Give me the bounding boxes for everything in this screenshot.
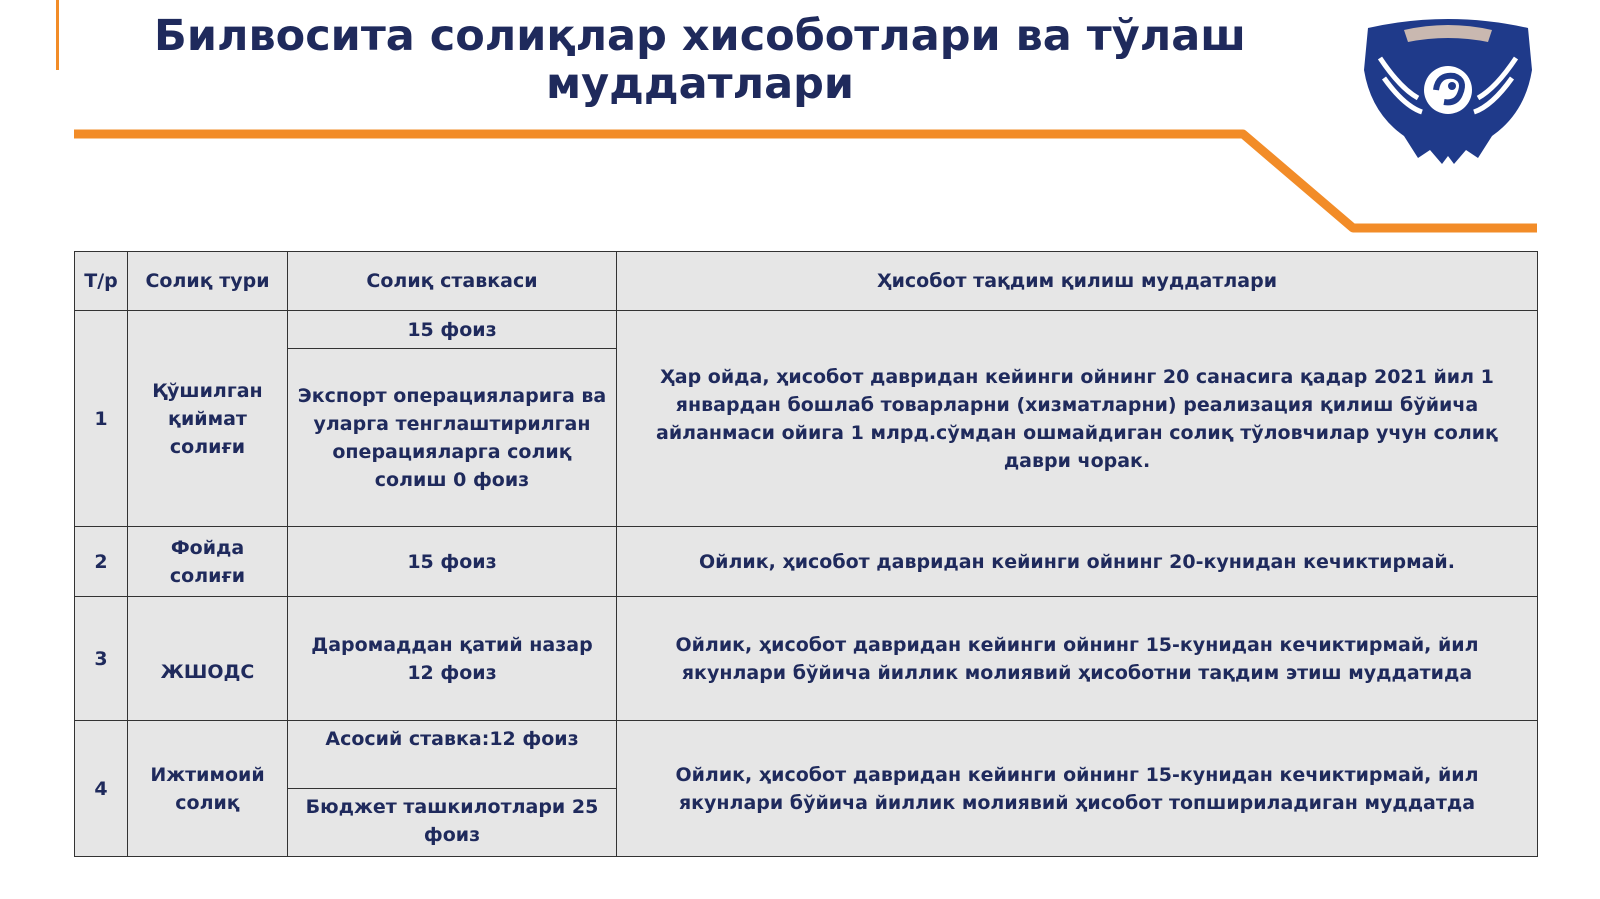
header-tax-rate: Солиқ ставкаси (288, 252, 617, 311)
row-number: 4 (75, 721, 128, 857)
tax-table (74, 251, 1538, 857)
table-row (75, 721, 1538, 789)
header-number: Т/р (75, 252, 128, 311)
header-tax-type: Солиқ тури (128, 252, 288, 311)
report-deadline: Ойлик, ҳисобот давридан кейинги ойнинг 15-кунидан кечиктирмай, йил якунлари бўйича йиллик молиявий ҳисоботни тақдим этиш муддатида (617, 597, 1538, 721)
tax-rate: Бюджет ташкилотлари 25 фоиз (288, 789, 617, 857)
table-row (75, 311, 1538, 349)
slide-title-line-2: муддатлари (546, 59, 854, 109)
tax-type: Қўшилган қиймат солиғи (128, 311, 288, 527)
row-number: 2 (75, 527, 128, 597)
table-row (75, 527, 1538, 597)
row-number: 1 (75, 311, 128, 527)
tax-rate: Даромаддан қатий назар 12 фоиз (288, 597, 617, 721)
report-deadline: Ҳар ойда, ҳисобот давридан кейинги ойнинг 20 санасига қадар 2021 йил 1 январдан бошлаб товарларни (хизматларни) реализация қилиш бўйича айланмаси ойига 1 млрд.сўмдан ошмайдиган солиқ тўловчилар учун солиқ даври чорак. (617, 311, 1538, 527)
tax-type: Ижтимоий солиқ (128, 721, 288, 857)
eagle-emblem-icon (1360, 18, 1536, 168)
header-deadline: Ҳисобот тақдим қилиш муддатлари (617, 252, 1538, 311)
tax-type: ЖШОДС (128, 597, 288, 721)
row-number: 3 (75, 597, 128, 721)
report-deadline: Ойлик, ҳисобот давридан кейинги ойнинг 15-кунидан кечиктирмай, йил якунлари бўйича йиллик молиявий ҳисобот топшириладиган муддатда (617, 721, 1538, 857)
report-deadline: Ойлик, ҳисобот давридан кейинги ойнинг 20-кунидан кечиктирмай. (617, 527, 1538, 597)
tax-rate: 15 фоиз (288, 311, 617, 349)
slide-title-line-1: Билвосита солиқлар хисоботлари ва тўлаш (154, 11, 1246, 61)
tax-rate: 15 фоиз (288, 527, 617, 597)
table-row (75, 597, 1538, 721)
tax-type: Фойда солиғи (128, 527, 288, 597)
tax-rate: Экспорт операцияларига ва уларга тенглаштирилган операцияларга солиқ солиш 0 фоиз (288, 349, 617, 527)
tax-rate: Асосий ставка:12 фоиз (288, 721, 617, 789)
table-header-row (75, 252, 1538, 311)
